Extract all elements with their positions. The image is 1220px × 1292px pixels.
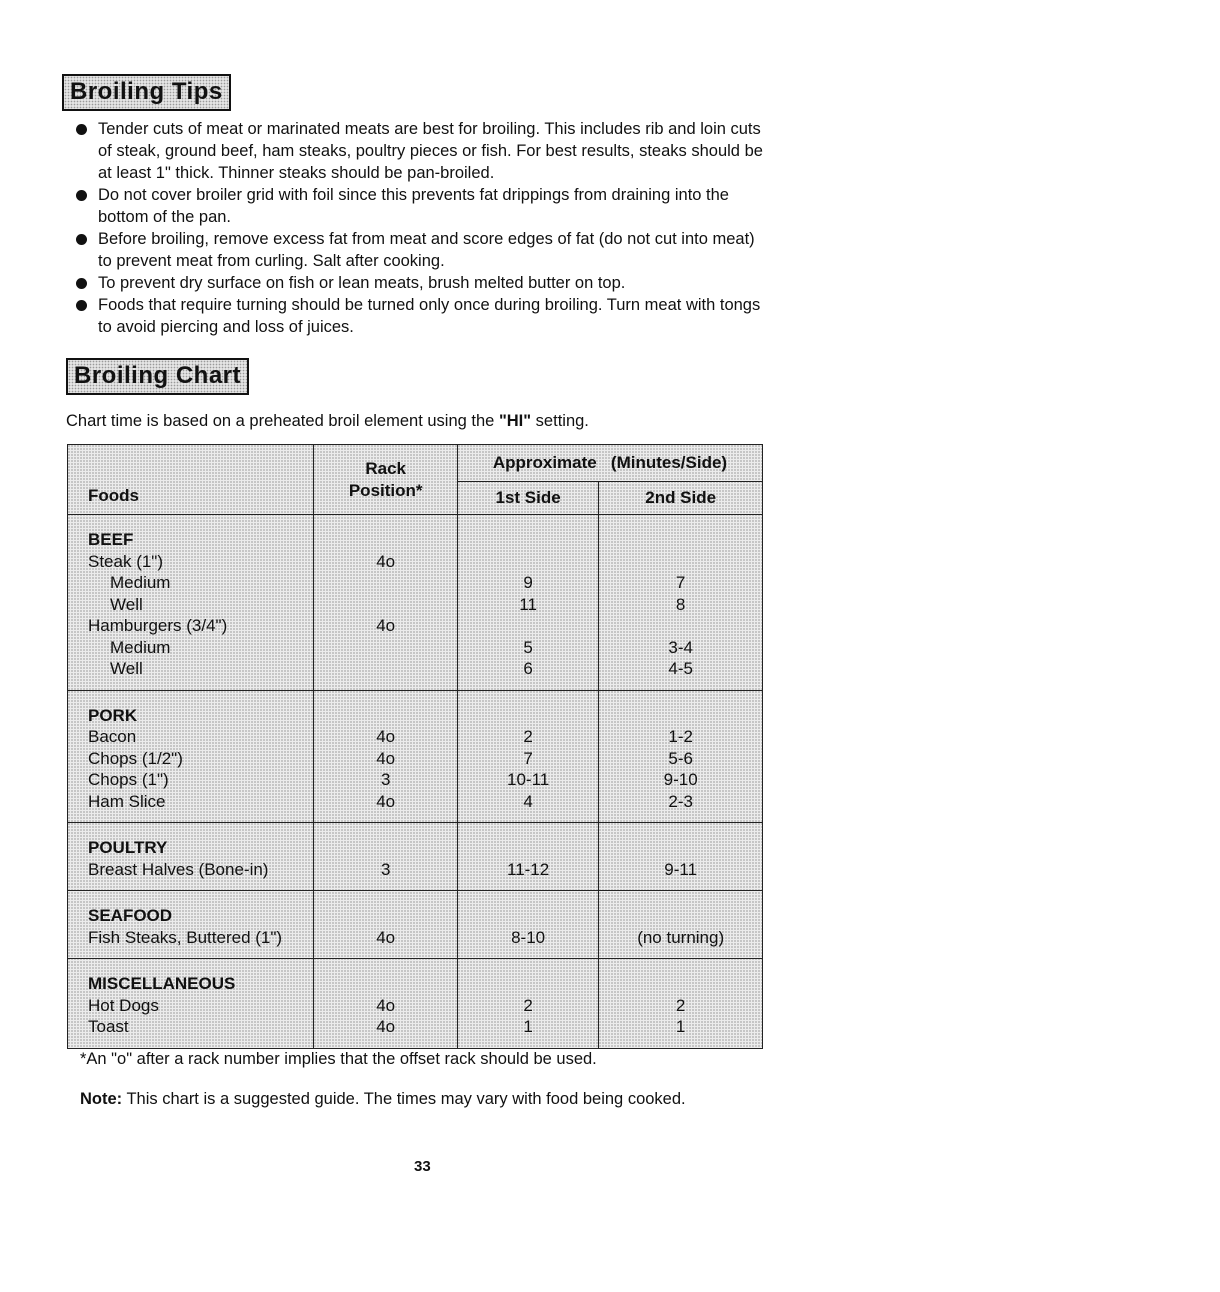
foods-cell-poultry [68,823,314,891]
time-value: 11-12 [507,859,550,879]
food-item: Well [110,659,143,678]
tip-item [74,118,764,184]
rack-value: 3 [380,859,391,879]
time-value: 9-11 [664,859,698,879]
rack-value: 3 [380,770,391,789]
second-side-cell-beef [599,515,763,691]
first-side-cell-pork [457,690,598,823]
header-approximate: Approximate (Minutes/Side) [457,445,762,482]
time-value: (no turning) [637,927,725,947]
rack-cell-poultry [314,823,457,891]
second-side-cell-pork [599,690,763,823]
header-rack-line1: Rack [365,458,406,478]
time-value: 3-4 [668,637,693,657]
broiling-tips-heading: Broiling Tips [62,74,231,111]
rack-value: 4o [376,995,396,1015]
first-side-cell-poultry [457,823,598,891]
category-seafood: SEAFOOD [88,906,173,925]
table-row-miscellaneous [68,959,763,1049]
page-number: 33 [414,1158,431,1175]
bullet-icon [76,300,87,311]
time-value: 2 [523,727,533,746]
time-value: 8-10 [511,927,546,947]
table-row-seafood [68,891,763,959]
food-item: Chops (1") [88,770,169,789]
foods-cell-miscellaneous [68,959,314,1049]
food-item: Fish Steaks, Buttered (1") [88,927,283,947]
rack-cell-pork [314,690,457,823]
bullet-icon [76,124,87,135]
note-label: Note: [80,1090,123,1108]
header-second-side: 2nd Side [599,482,763,515]
broiling-chart-heading: Broiling Chart [66,358,249,395]
foods-cell-seafood [68,891,314,959]
category-poultry: POULTRY [88,838,168,857]
time-value: 7 [523,748,533,768]
note-text: This chart is a suggested guide. The times may vary with food being cooked. [122,1090,686,1108]
table-row-poultry [68,823,763,891]
footnote: *An "o" after a rack number implies that the offset rack should be used. [80,1050,597,1068]
food-item: Bacon [88,727,137,746]
rack-value: 4o [376,748,396,768]
first-side-cell-seafood [457,891,598,959]
broiling-chart-table [67,444,763,1049]
tip-text: Foods that require turning should be turned only once during broiling. Turn meat with tongs to avoid piercing and loss of juices. [98,296,761,336]
tip-item [74,294,764,338]
time-value: 5-6 [668,748,693,768]
time-value: 8 [675,594,686,614]
time-value: 5 [523,637,533,657]
food-item: Chops (1/2") [88,748,183,768]
time-value: 2 [675,995,686,1015]
time-value: 1-2 [668,727,693,746]
time-value: 2 [523,995,533,1015]
category-pork: PORK [88,705,138,725]
food-item: Ham Slice [88,791,166,811]
second-side-cell-seafood [599,891,763,959]
time-value: 6 [523,659,533,678]
foods-cell-beef [68,515,314,691]
time-value: 4-5 [668,659,693,678]
time-value: 1 [523,1017,533,1036]
food-item: Hot Dogs [88,995,159,1015]
tips-list [74,118,764,338]
tip-text: Tender cuts of meat or marinated meats are best for broiling. This includes rib and loin cuts of steak, ground beef, ham steaks, poultry pieces or fish. For best results, steaks should be at least 1" thick. Thinner steaks should be pan-broiled. [98,120,763,182]
time-value: 10-11 [507,770,550,789]
food-item: Hamburgers (3/4") [88,616,228,635]
rack-value: 4o [376,927,396,947]
table-row-beef [68,515,763,691]
bullet-icon [76,190,87,201]
rack-value: 4o [376,551,396,571]
tip-item [74,228,764,272]
food-item: Breast Halves (Bone-in) [88,859,269,879]
tip-item [74,184,764,228]
header-rack-position [314,445,457,515]
time-value: 9 [523,573,533,592]
time-value: 11 [519,594,537,614]
rack-value: 4o [376,791,396,811]
foods-cell-pork [68,690,314,823]
food-item: Medium [110,573,171,592]
first-side-cell-miscellaneous [457,959,598,1049]
food-item: Toast [88,1017,129,1036]
rack-value: 4o [376,1017,396,1036]
intro-text-end: setting. [531,412,589,430]
note [80,1090,686,1109]
tip-text: Before broiling, remove excess fat from meat and score edges of fat (do not cut into meat) to prevent meat from curling. Salt after cooking. [98,230,755,270]
food-item: Medium [110,637,171,657]
tip-text: Do not cover broiler grid with foil since this prevents fat drippings from draining into the bottom of the pan. [98,186,729,226]
time-value: 2-3 [668,791,693,811]
first-side-cell-beef [457,515,598,691]
rack-value: 4o [376,727,396,746]
table-row-pork [68,690,763,823]
second-side-cell-poultry [599,823,763,891]
category-miscellaneous: MISCELLANEOUS [88,974,236,993]
intro-setting: "HI" [498,412,532,430]
intro-text: Chart time is based on a preheated broil element using the [66,412,499,430]
header-foods: Foods [68,445,314,515]
time-value: 4 [523,791,533,811]
tip-item [74,272,764,294]
rack-cell-miscellaneous [314,959,457,1049]
bullet-icon [76,234,87,245]
time-value: 7 [675,573,686,592]
time-value: 9-10 [663,770,698,789]
time-value: 1 [675,1017,686,1036]
food-item: Well [110,594,143,614]
rack-cell-seafood [314,891,457,959]
bullet-icon [76,278,87,289]
second-side-cell-miscellaneous [599,959,763,1049]
header-first-side: 1st Side [457,482,598,515]
rack-cell-beef [314,515,457,691]
tip-text: To prevent dry surface on fish or lean meats, brush melted butter on top. [98,274,626,292]
rack-value: 4o [376,616,396,635]
header-rack-line2: Position* [348,480,423,500]
food-item: Steak (1") [88,551,164,571]
chart-intro [66,412,589,431]
category-beef: BEEF [88,530,134,549]
